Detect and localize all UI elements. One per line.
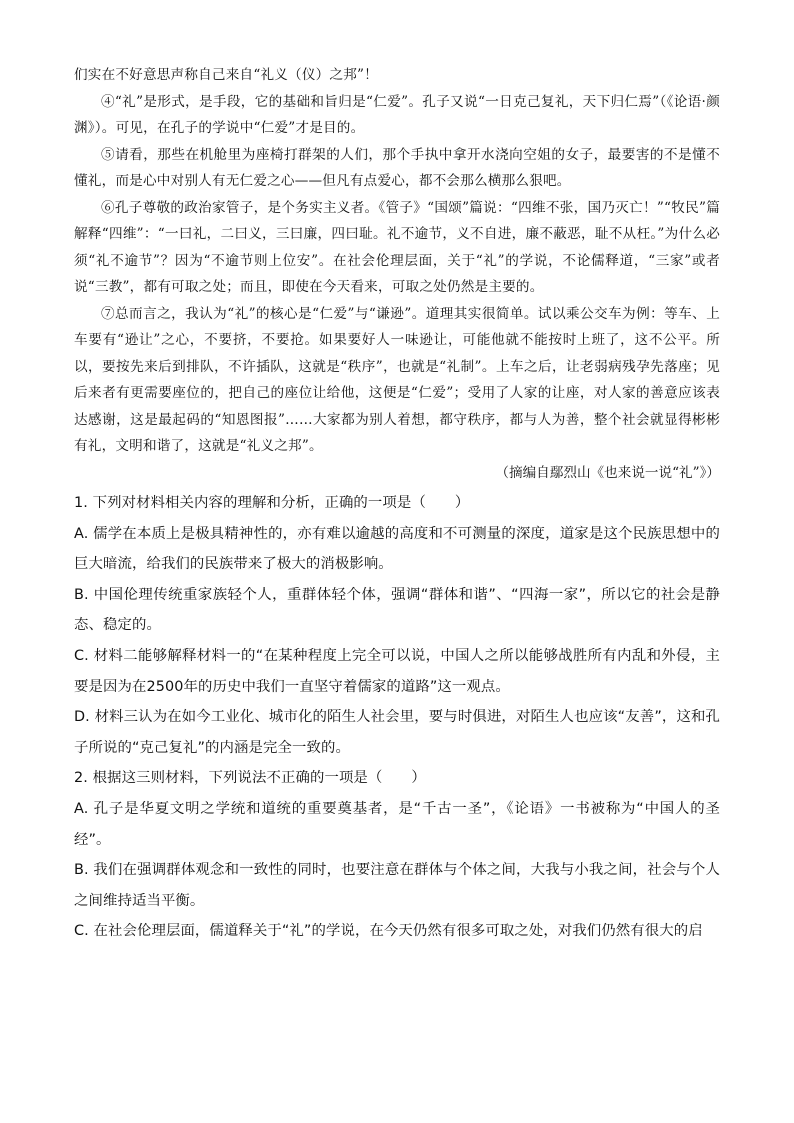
- material-source: （摘编自鄢烈山《也来说一说“礼”》）: [495, 464, 720, 481]
- option-b: B. 中国伦理传统重家族轻个人，重群体轻个体，强调“群体和谐”、“四海一家”，所以它的社会是静态、稳定的。: [74, 586, 720, 634]
- material-paragraph-6: ⑥孔子尊敬的政治家管子，是个务实主义者。《管子》“国颂”篇说：“四维不张，国乃灭亡！”“牧民”篇解释“四维”：“一曰礼，二曰义，三曰廉，四曰耻。礼不逾节，义不自进，廉不蔽恶，耻不从枉。”为什么必须“礼不逾节”？因为“不逾节则上位安”。在社会伦理层面，关于“礼”的学说，不论儒释道，“三家”或者说“三教”，都有可取之处；而且，即使在今天看来，可取之处仍然是主要的。: [74, 199, 720, 295]
- material-paragraph-continued: 们实在不好意思声称自己来自“礼义（仪）之邦”！: [74, 67, 378, 83]
- option-a: A. 儒学在本质上是极具精神性的，亦有难以逾越的高度和不可测量的深度，道家是这个民族思想中的巨大暗流，给我们的民族带来了极大的消极影响。: [74, 525, 720, 573]
- option-a: A. 孔子是华夏文明之学统和道统的重要奠基者，是“千古一圣”，《论语》一书被称为“中国人的圣经”。: [74, 800, 720, 848]
- option-d: D. 材料三认为在如今工业化、城市化的陌生人社会里，要与时俱进，对陌生人也应该“友善”，这和孔子所说的“克己复礼”的内涵是完全一致的。: [74, 709, 720, 756]
- question-1: [74, 488, 720, 763]
- reading-material: [74, 62, 720, 486]
- question-2: [74, 763, 720, 947]
- option-c: C. 材料二能够解释材料一的“在某种程度上完全可以说，中国人之所以能够战胜所有内乱和外侵，主要是因为在2500年的历史中我们一直坚守着儒家的道路”这一观点。: [74, 647, 720, 695]
- option-c: C. 在社会伦理层面，儒道释关于“礼”的学说，在今天仍然有很多可取之处，对我们仍然有很大的启: [74, 923, 703, 940]
- material-paragraph-7: ⑦总而言之，我认为“礼”的核心是“仁爱”与“谦逊”。道理其实很简单。试以乘公交车为例：等车、上车要有“逊让”之心，不要挤，不要抢。如果要好人一味逊让，可能他就不能按时上班了，这不公平。所以，要按先来后到排队，不许插队，这就是“秩序”，也就是“礼制”。上车之后，让老弱病残孕先落座；见后来者有更需要座位的，把自己的座位让给他，这便是“仁爱”；受用了人家的让座，对人家的善意应该表达感谢，这是最起码的“知恩图报”……大家都为别人着想，都守秩序，都与人为善，整个社会就显得彬彬有礼，文明和谐了，这就是“礼义之邦”。: [74, 305, 720, 454]
- option-b: B. 我们在强调群体观念和一致性的同时，也要注意在群体与个体之间，大我与小我之间，社会与个人之间维持适当平衡。: [74, 862, 720, 909]
- material-paragraph-4: ④“礼”是形式，是手段，它的基础和旨归是“仁爱”。孔子又说“一日克己复礼，天下归仁焉”（《论语·颜渊》）。可见，在孔子的学说中“仁爱”才是目的。: [74, 93, 720, 136]
- question-stem: 2. 根据这三则材料，下列说法不正确的一项是（ ）: [74, 770, 426, 787]
- question-stem: 1. 下列对材料相关内容的理解和分析，正确的一项是（ ）: [74, 495, 470, 511]
- material-paragraph-5: ⑤请看，那些在机舱里为座椅打群架的人们，那个手执中拿开水浇向空姐的女子，最要害的不是懂不懂礼，而是心中对别人有无仁爱之心——但凡有点爱心，都不会那么横那么狠吧。: [74, 146, 720, 189]
